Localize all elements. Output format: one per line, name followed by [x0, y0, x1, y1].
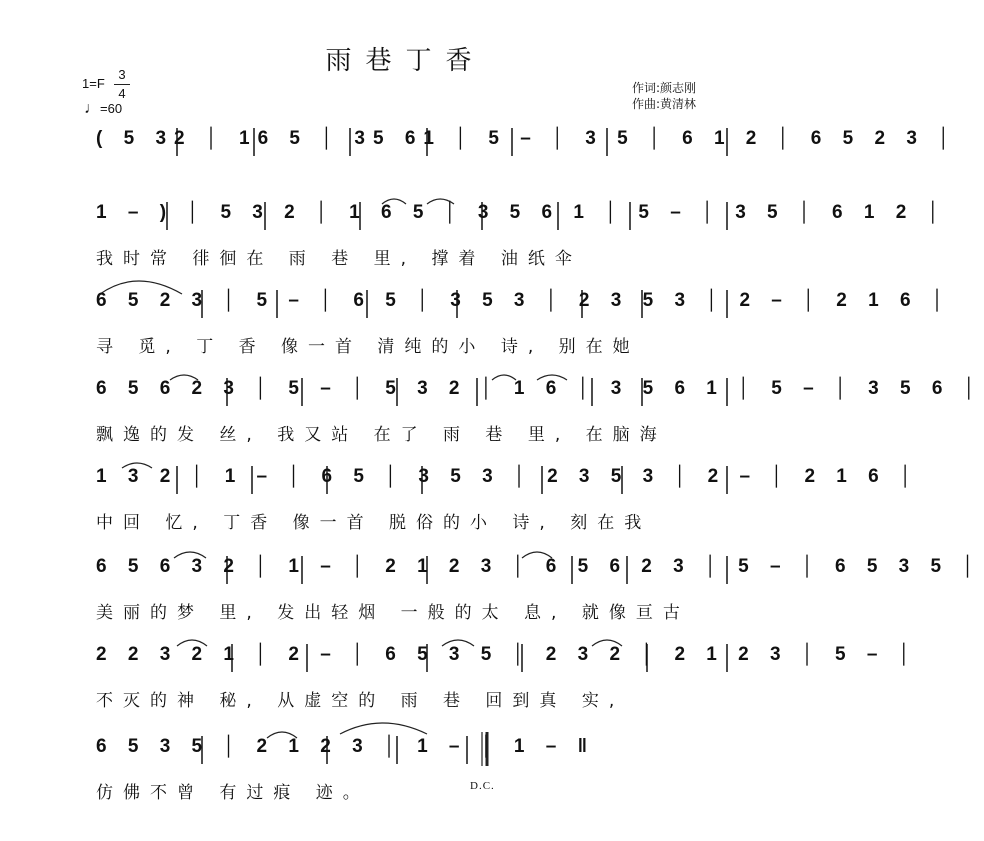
lyrics-line-5: 中回 忆, 丁香 像一首 脱俗的小 诗, 刻在我: [96, 513, 652, 533]
notation-line-3: 6 5 2 3 │ 5 – │ 6 5 │ 3 5 3 │ 2 3 5 3 │ 2 – │ 2 1 6 │: [96, 290, 952, 311]
credits: [632, 80, 696, 112]
time-signature: [114, 66, 130, 103]
lyrics-line-2: 我时常 徘徊在 雨 巷 里, 撑着 油纸伞: [96, 249, 582, 269]
quarter-note-icon: ♩: [84, 100, 100, 117]
lyrics-line-4: 飘逸的发 丝, 我又站 在了 雨 巷 里, 在脑海: [96, 425, 667, 445]
tempo-marking: [84, 100, 122, 118]
notation-line-6: 6 5 6 3 2 │ 1 – │ 2 1 2 3 │ 6 5 6 2 3 │ 5 – │ 6 5 3 5 │: [96, 556, 983, 577]
lyrics-line-3: 寻 觅, 丁 香 像一首 清纯的小 诗, 别在她: [96, 337, 640, 357]
dc-marking: D.C.: [470, 780, 495, 792]
lyrics-line-8: 仿佛不曾 有过痕 迹。: [96, 783, 370, 803]
lyrics-line-7: 不灭的神 秘, 从虚空的 雨 巷 回到真 实,: [96, 691, 625, 711]
key-signature: 1=F: [82, 76, 105, 91]
notation-line-5: 1 3 2 │ 1 – │ 6 5 │ 3 5 3 │ 2 3 5 3 │ 2 – │ 2 1 6 │: [96, 466, 920, 487]
tempo-value: =60: [100, 101, 123, 116]
time-signature-denominator: 4: [118, 86, 126, 101]
time-signature-numerator: 3: [114, 66, 130, 85]
notation-line-4: 6 5 6 2 3 │ 5 – │ 5 3 2 │ 1 6 │ 3 5 6 1 │ 5 – │ 3 5 6 │: [96, 378, 984, 399]
notation-line-7: 2 2 3 2 1 │ 2 – │ 6 5 3 5 │ 2 3 2 │ 2 1 2 3 │ 5 – │: [96, 644, 919, 665]
notation-line-2: 1 – ) │ 5 3 2 │ 1 6 5 │ 3 5 6 1 │ 5 – │ 3 5 │ 6 1 2 │: [96, 202, 948, 223]
composer-credit: 作曲:黄清林: [632, 97, 697, 111]
notation-line-1: ( 5 32 │ 16 5 │ 35 61 │ 5 – │ 3 5 │ 6 1 2 │ 6 5 2 3 │: [96, 128, 959, 149]
notation-line-8: 6 5 3 5 │ 2 1 2 3 │ 1 – │ 1 – ‖: [96, 736, 596, 757]
lyrics-line-6: 美丽的梦 里, 发出轻烟 一般的太 息, 就像亘古: [96, 603, 690, 623]
lyricist-credit: 作词:颜志刚: [632, 81, 697, 95]
song-title: 雨巷丁香: [325, 46, 486, 76]
